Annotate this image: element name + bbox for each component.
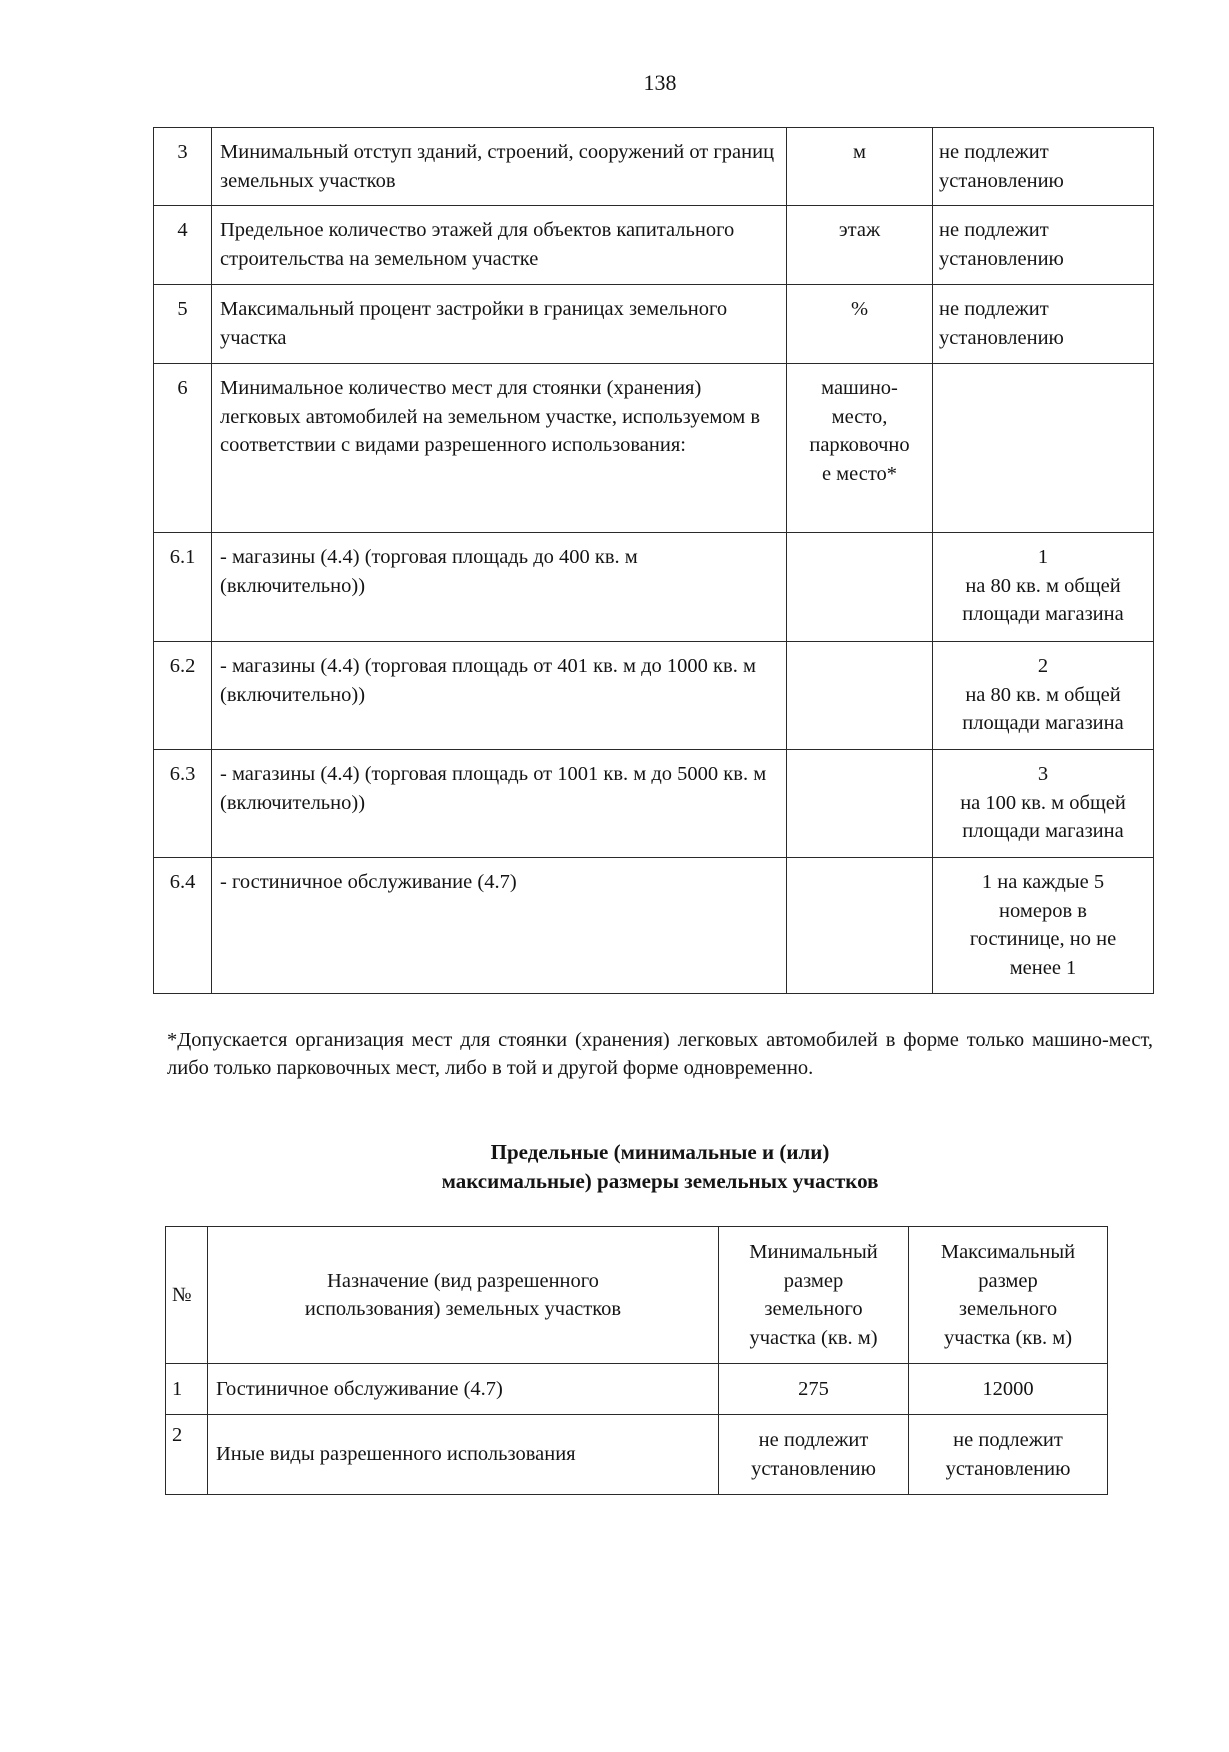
- table-row: [154, 642, 1154, 750]
- header-line: Максимальный: [940, 1241, 1076, 1263]
- value-line: площади магазина: [962, 820, 1124, 842]
- table-row: [154, 364, 1154, 533]
- parameters-table: [153, 127, 1154, 994]
- header-line: размер: [783, 1269, 844, 1292]
- header-line: размер: [978, 1269, 1038, 1292]
- min-size-cell: 275: [719, 1364, 909, 1415]
- unit-cell: [787, 750, 933, 858]
- table-row: [154, 533, 1154, 642]
- row-number: 1: [166, 1364, 208, 1415]
- parameter-text: Минимальный отступ зданий, строений, сооружений от границ земельных участков: [212, 128, 787, 206]
- max-size-cell: [909, 1415, 1108, 1495]
- table-header-row: [166, 1227, 1108, 1364]
- unit-line: парковочно: [809, 434, 910, 456]
- header-line: использования) земельных участков: [304, 1298, 622, 1320]
- heading-line: максимальные) размеры земельных участков: [441, 1169, 879, 1193]
- plot-size-table: [165, 1226, 1108, 1495]
- header-max-size: [909, 1227, 1108, 1364]
- value-cell: не подлежит установлению: [933, 285, 1154, 364]
- value-line: 1: [1037, 546, 1049, 568]
- value-line: 1 на каждые 5: [981, 871, 1105, 893]
- row-number: 6: [154, 364, 212, 533]
- value-line: площади магазина: [962, 603, 1124, 625]
- value-cell: [933, 642, 1154, 750]
- purpose-cell: Гостиничное обслуживание (4.7): [208, 1364, 719, 1415]
- parameter-text: - гостиничное обслуживание (4.7): [212, 858, 787, 994]
- unit-line: место,: [831, 405, 888, 428]
- max-size-cell: 12000: [909, 1364, 1108, 1415]
- parameter-text: Минимальное количество мест для стоянки (хранения) легковых автомобилей на земельном участке, используемом в соответствии с видами разрешенного использования:: [212, 364, 787, 533]
- value-line: установлению: [945, 1457, 1071, 1480]
- unit-cell: %: [787, 285, 933, 364]
- row-number: 6.1: [154, 533, 212, 642]
- value-line: гостинице, но не: [969, 928, 1117, 950]
- value-line: на 80 кв. м общей: [965, 574, 1121, 597]
- unit-cell: [787, 533, 933, 642]
- header-purpose: [208, 1227, 719, 1364]
- header-line: земельного: [764, 1298, 863, 1320]
- header-min-size: [719, 1227, 909, 1364]
- row-number: 6.2: [154, 642, 212, 750]
- header-line: земельного: [958, 1298, 1058, 1320]
- parameter-text: Максимальный процент застройки в границах земельного участка: [212, 285, 787, 364]
- row-number: 3: [154, 128, 212, 206]
- unit-line: машино-: [821, 377, 898, 399]
- value-line: на 80 кв. м общей: [965, 683, 1121, 706]
- parameter-text: - магазины (4.4) (торговая площадь от 401 кв. м до 1000 кв. м (включительно)): [212, 642, 787, 750]
- value-line: 2: [1037, 655, 1049, 677]
- table-row: [154, 206, 1154, 285]
- purpose-cell: Иные виды разрешенного использования: [208, 1415, 719, 1495]
- value-cell: не подлежит установлению: [933, 206, 1154, 285]
- unit-cell: [787, 364, 933, 533]
- table-row: [166, 1364, 1108, 1415]
- unit-cell: [787, 642, 933, 750]
- unit-cell: м: [787, 128, 933, 206]
- section-heading: [0, 1138, 1229, 1196]
- value-line: не подлежит: [953, 1429, 1063, 1451]
- table-row: [154, 750, 1154, 858]
- value-cell: [933, 533, 1154, 642]
- value-line: на 100 кв. м общей: [960, 791, 1126, 814]
- row-number: 5: [154, 285, 212, 364]
- value-line: не подлежит: [758, 1429, 869, 1451]
- unit-cell: [787, 858, 933, 994]
- header-line: Минимальный: [749, 1241, 878, 1263]
- row-number: 6.3: [154, 750, 212, 858]
- unit-line: е место*: [821, 462, 898, 485]
- value-line: площади магазина: [962, 712, 1124, 734]
- row-number: 6.4: [154, 858, 212, 994]
- value-cell: [933, 858, 1154, 994]
- value-cell: не подлежит установлению: [933, 128, 1154, 206]
- value-line: 3: [1037, 763, 1049, 785]
- table-row: [154, 285, 1154, 364]
- table-row: [154, 858, 1154, 994]
- unit-cell: этаж: [787, 206, 933, 285]
- value-line: установлению: [751, 1457, 876, 1480]
- value-cell: [933, 750, 1154, 858]
- header-number: №: [166, 1227, 208, 1364]
- heading-line: Предельные (минимальные и (или): [490, 1140, 830, 1164]
- page-number: 138: [643, 70, 677, 95]
- value-cell: [933, 364, 1154, 533]
- table-row: [154, 128, 1154, 206]
- value-line: номеров в: [999, 899, 1087, 922]
- footnote: *Допускается организация мест для стоянки (хранения) легковых автомобилей в форме только машино-мест, либо только парковочных мест, либо в той и другой форме одновременно.: [167, 1029, 1153, 1079]
- value-line: менее 1: [1009, 956, 1077, 979]
- min-size-cell: [719, 1415, 909, 1495]
- row-number: 4: [154, 206, 212, 285]
- row-number: 2: [166, 1415, 208, 1495]
- parameter-text: Предельное количество этажей для объектов капитального строительства на земельном участке: [212, 206, 787, 285]
- parameter-text: - магазины (4.4) (торговая площадь до 400 кв. м (включительно)): [212, 533, 787, 642]
- header-line: участка (кв. м): [749, 1326, 878, 1349]
- parameter-text: - магазины (4.4) (торговая площадь от 1001 кв. м до 5000 кв. м (включительно)): [212, 750, 787, 858]
- header-line: Назначение (вид разрешенного: [327, 1269, 599, 1292]
- table-row: [166, 1415, 1108, 1495]
- header-line: участка (кв. м): [943, 1326, 1073, 1349]
